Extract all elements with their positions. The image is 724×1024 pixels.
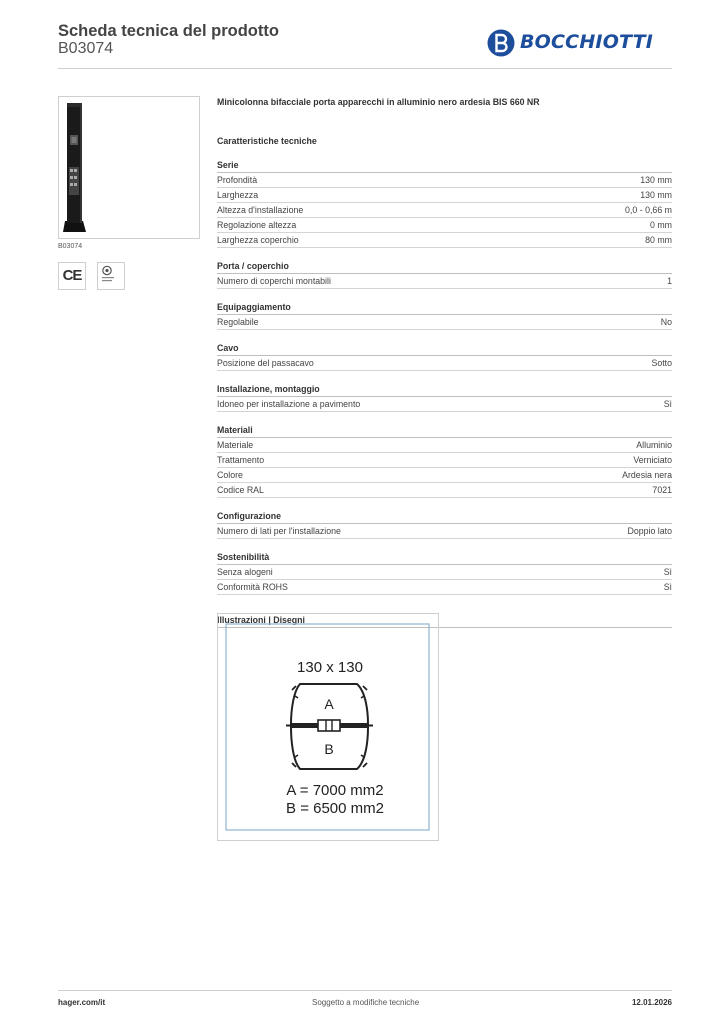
spec-value: 130 mm xyxy=(640,175,672,185)
spec-label: Larghezza xyxy=(217,190,259,200)
cross-section-drawing xyxy=(217,613,439,841)
spec-row xyxy=(217,274,672,289)
illustrations-heading: Illustrazioni | Disegni xyxy=(217,607,672,628)
spec-value: Sì xyxy=(663,582,672,592)
spec-label: Regolazione altezza xyxy=(217,220,297,230)
brand-logo-icon xyxy=(486,28,516,58)
section-heading: Sostenibilità xyxy=(217,544,672,565)
spec-row xyxy=(217,203,672,218)
spec-label: Idoneo per installazione a pavimento xyxy=(217,399,361,409)
spec-row xyxy=(217,438,672,453)
brand-name: BOCCHIOTTI xyxy=(520,31,654,53)
spec-value: 1 xyxy=(667,276,672,286)
spec-row xyxy=(217,468,672,483)
spec-value: 130 mm xyxy=(640,190,672,200)
spec-row xyxy=(217,524,672,539)
spec-value: 80 mm xyxy=(645,235,672,245)
area-b-text: B = 6500 mm2 xyxy=(286,800,384,817)
spec-value: Ardesia nera xyxy=(622,470,672,480)
spec-label: Altezza d'installazione xyxy=(217,205,304,215)
spec-row xyxy=(217,218,672,233)
spec-label: Regolabile xyxy=(217,317,259,327)
section-heading: Materiali xyxy=(217,417,672,438)
spec-value: Doppio lato xyxy=(627,526,672,536)
footer-date: 12.01.2026 xyxy=(631,998,672,1007)
spec-label: Codice RAL xyxy=(217,485,264,495)
spec-value: 0,0 - 0,66 m xyxy=(625,205,672,215)
dimension-text: 130 x 130 xyxy=(297,659,363,676)
cross-section-diagram xyxy=(218,614,438,840)
spec-row xyxy=(217,453,672,468)
spec-row xyxy=(217,188,672,203)
spec-row xyxy=(217,397,672,412)
spec-row xyxy=(217,483,672,498)
section-heading: Configurazione xyxy=(217,503,672,524)
chamber-a-label: A xyxy=(324,696,334,712)
spec-value: 7021 xyxy=(652,485,672,495)
spec-value: 0 mm xyxy=(650,220,672,230)
spec-label: Trattamento xyxy=(217,455,265,465)
product-code: B03074 xyxy=(58,40,114,57)
page-title: Scheda tecnica del prodotto xyxy=(58,22,279,40)
footer-divider xyxy=(58,990,672,991)
spec-row xyxy=(217,580,672,595)
header-divider xyxy=(58,68,672,69)
spec-row xyxy=(217,315,672,330)
spec-value: No xyxy=(660,317,672,327)
product-image-caption: B03074 xyxy=(58,243,83,250)
spec-row xyxy=(217,565,672,580)
spec-label: Numero di lati per l'installazione xyxy=(217,526,341,536)
section-heading: Installazione, montaggio xyxy=(217,376,672,397)
spec-label: Numero di coperchi montabili xyxy=(217,276,331,286)
spec-row xyxy=(217,233,672,248)
area-a-text: A = 7000 mm2 xyxy=(286,782,384,799)
spec-label: Colore xyxy=(217,470,243,480)
footer-website[interactable]: hager.com/it xyxy=(58,998,106,1007)
specification-content xyxy=(217,95,672,628)
spec-row xyxy=(217,173,672,188)
spec-value: Alluminio xyxy=(636,440,672,450)
characteristics-heading: Caratteristiche tecniche xyxy=(217,136,317,146)
spec-sections xyxy=(217,152,672,595)
brand-logo xyxy=(486,28,666,58)
footer-note: Soggetto a modifiche tecniche xyxy=(312,998,420,1007)
section-heading: Cavo xyxy=(217,335,672,356)
spec-value: Sotto xyxy=(651,358,672,368)
product-title: Minicolonna bifacciale porta apparecchi in alluminio nero ardesia BIS 660 NR xyxy=(217,97,540,107)
spec-row xyxy=(217,356,672,371)
spec-label: Senza alogeni xyxy=(217,567,273,577)
ce-mark: CE xyxy=(58,262,86,290)
spec-label: Conformità ROHS xyxy=(217,582,288,592)
section-heading: Porta / coperchio xyxy=(217,253,672,274)
imq-mark-icon xyxy=(97,262,125,290)
section-heading: Equipaggiamento xyxy=(217,294,672,315)
spec-label: Posizione del passacavo xyxy=(217,358,314,368)
spec-value: Verniciato xyxy=(633,455,672,465)
section-heading: Serie xyxy=(217,152,672,173)
minicolumn-image xyxy=(59,97,199,238)
spec-label: Materiale xyxy=(217,440,254,450)
product-image xyxy=(58,96,200,239)
spec-label: Larghezza coperchio xyxy=(217,235,299,245)
spec-value: Sì xyxy=(663,399,672,409)
spec-value: Sì xyxy=(663,567,672,577)
chamber-b-label: B xyxy=(324,741,334,757)
spec-label: Profondità xyxy=(217,175,258,185)
